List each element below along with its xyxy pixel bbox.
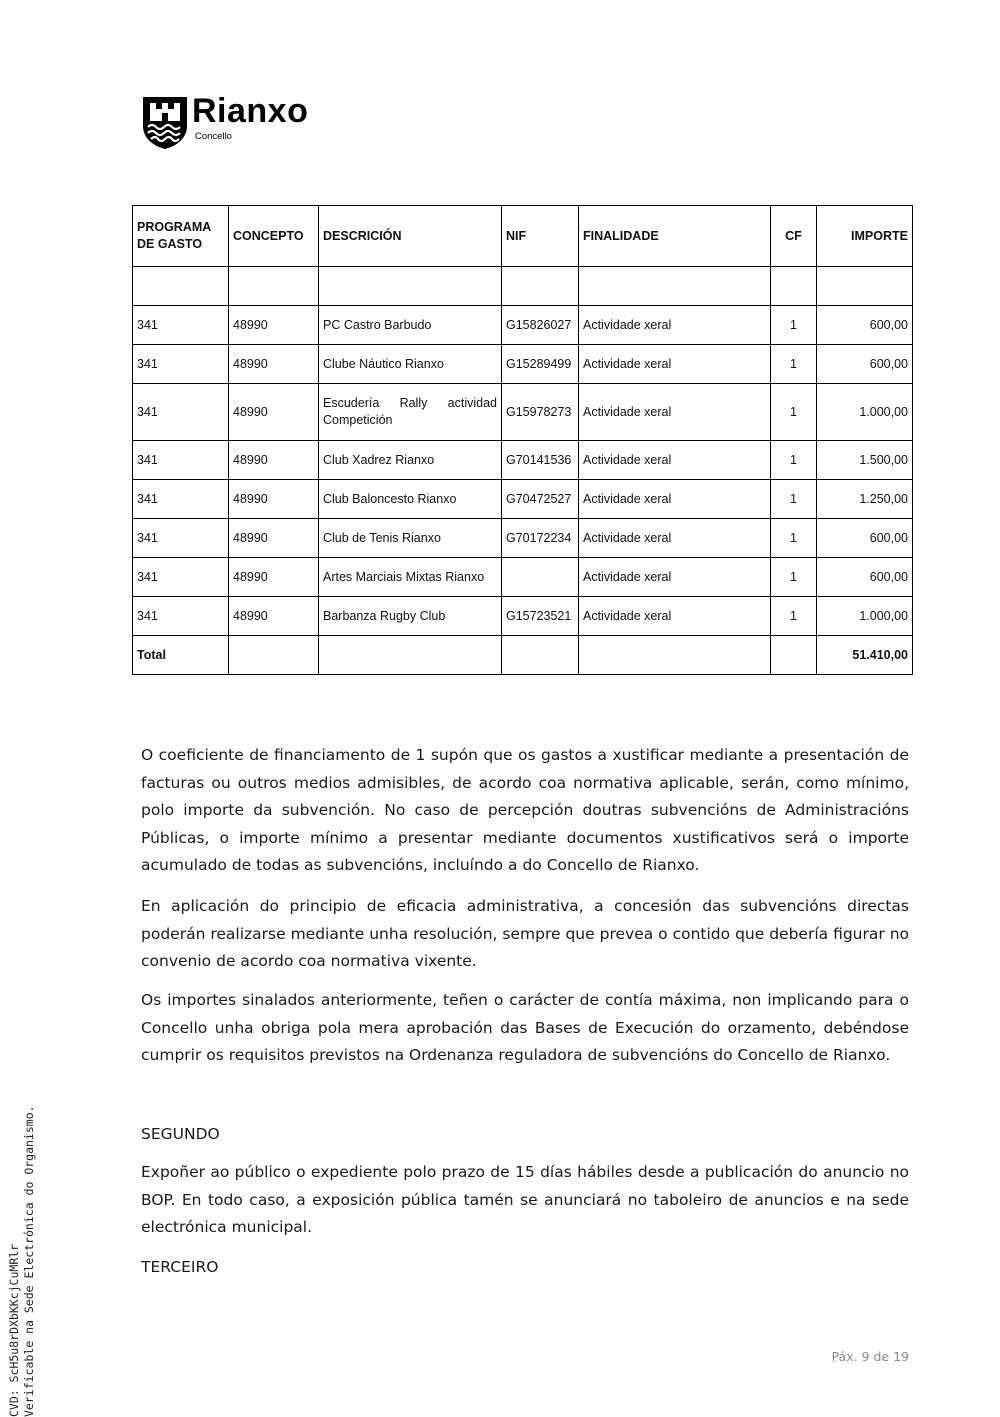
cell-programa: 341 (133, 441, 229, 480)
cell-descricion: Club Baloncesto Rianxo (319, 480, 502, 519)
cell-finalidade: Actividade xeral (579, 558, 771, 597)
cell-finalidade: Actividade xeral (579, 345, 771, 384)
col-header-programa: PROGRAMA DE GASTO (133, 206, 229, 267)
col-header-descricion: DESCRICIÓN (319, 206, 502, 267)
cell-nif (502, 558, 579, 597)
table-row (133, 441, 913, 480)
table-row (133, 306, 913, 345)
table-row (133, 384, 913, 441)
cell-descricion: Clube Náutico Rianxo (319, 345, 502, 384)
brand-name: Rianxo (192, 92, 309, 130)
cell-concepto: 48990 (229, 345, 319, 384)
cell-programa: 341 (133, 306, 229, 345)
table-row (133, 345, 913, 384)
table-row-empty (133, 267, 913, 306)
cell-importe: 600,00 (817, 558, 913, 597)
page-number: Páx. 9 de 19 (831, 1349, 909, 1364)
cell-importe: 600,00 (817, 345, 913, 384)
cell-concepto: 48990 (229, 480, 319, 519)
cell-importe: 600,00 (817, 306, 913, 345)
verification-note: Verificable na Sede Electrónica do Organismo. (22, 1105, 36, 1417)
brand-subtitle: Concello (195, 131, 232, 142)
cell-nif: G70141536 (502, 441, 579, 480)
cell-nif: G15826027 (502, 306, 579, 345)
cell-descricion: PC Castro Barbudo (319, 306, 502, 345)
cell-importe: 1.000,00 (817, 384, 913, 441)
cell-concepto: 48990 (229, 306, 319, 345)
cell-descricion-line1: Escudería Rally actividad (323, 396, 497, 410)
table-row (133, 480, 913, 519)
cell-cf: 1 (771, 480, 817, 519)
cell-descricion: Artes Marciais Mixtas Rianxo (319, 558, 502, 597)
castle-crest-icon (142, 96, 188, 150)
cell-cf: 1 (771, 306, 817, 345)
cell-nif: G15978273 (502, 384, 579, 441)
cell-concepto: 48990 (229, 519, 319, 558)
col-header-nif: NIF (502, 206, 579, 267)
cell-nif: G15723521 (502, 597, 579, 636)
verification-stamp (7, 1037, 37, 1417)
cell-programa: 341 (133, 558, 229, 597)
paragraph-exposicion: Expoñer ao público o expediente polo prazo de 15 días hábiles desde a publicación do anuncio no BOP. En todo caso, a exposición pública tamén se anunciará no taboleiro de anuncios e na sede electrónica municipal. (141, 1163, 909, 1237)
cell-programa: 341 (133, 597, 229, 636)
table-header-row (133, 206, 913, 267)
cell-descricion (319, 384, 502, 441)
cell-cf: 1 (771, 345, 817, 384)
col-header-concepto: CONCEPTO (229, 206, 319, 267)
cell-programa: 341 (133, 480, 229, 519)
subsidies-table (132, 205, 913, 675)
total-label: Total (133, 636, 229, 675)
verification-code: CVD: ScH5u8rDXbKKcjCuMRlr (7, 1243, 21, 1417)
table-total-row (133, 636, 913, 675)
cell-nif: G70472527 (502, 480, 579, 519)
cell-descricion-line2: Competición (323, 413, 393, 427)
table-row (133, 558, 913, 597)
heading-terceiro: TERCEIRO (141, 1258, 219, 1276)
cell-programa: 341 (133, 345, 229, 384)
cell-programa: 341 (133, 384, 229, 441)
cell-descricion: Barbanza Rugby Club (319, 597, 502, 636)
cell-programa: 341 (133, 519, 229, 558)
cell-cf: 1 (771, 558, 817, 597)
cell-cf: 1 (771, 384, 817, 441)
concello-logo (142, 92, 352, 152)
cell-concepto: 48990 (229, 558, 319, 597)
cell-descricion: Club Xadrez Rianxo (319, 441, 502, 480)
table-row (133, 597, 913, 636)
cell-concepto: 48990 (229, 384, 319, 441)
heading-segundo: SEGUNDO (141, 1125, 220, 1143)
cell-finalidade: Actividade xeral (579, 597, 771, 636)
cell-importe: 1.000,00 (817, 597, 913, 636)
cell-nif: G15289499 (502, 345, 579, 384)
cell-finalidade: Actividade xeral (579, 384, 771, 441)
cell-importe: 1.500,00 (817, 441, 913, 480)
cell-cf: 1 (771, 597, 817, 636)
cell-importe: 600,00 (817, 519, 913, 558)
table-row (133, 519, 913, 558)
col-header-finalidade: FINALIDADE (579, 206, 771, 267)
cell-finalidade: Actividade xeral (579, 306, 771, 345)
cell-descricion: Club de Tenis Rianxo (319, 519, 502, 558)
cell-concepto: 48990 (229, 441, 319, 480)
col-header-cf: CF (771, 206, 817, 267)
cell-finalidade: Actividade xeral (579, 480, 771, 519)
cell-importe: 1.250,00 (817, 480, 913, 519)
cell-cf: 1 (771, 441, 817, 480)
cell-finalidade: Actividade xeral (579, 519, 771, 558)
cell-nif: G70172234 (502, 519, 579, 558)
total-value: 51.410,00 (817, 636, 913, 675)
cell-concepto: 48990 (229, 597, 319, 636)
cell-finalidade: Actividade xeral (579, 441, 771, 480)
paragraph-eficacia: En aplicación do principio de eficacia administrativa, a concesión das subvencións directas poderán realizarse mediante unha resolución, sempre que prevea o contido que debería figurar no convenio de acordo coa normativa vixente. (141, 897, 909, 971)
paragraph-coeficiente: O coeficiente de financiamento de 1 supón que os gastos a xustificar mediante a presentación de facturas ou outros medios admisibles, de acordo coa normativa aplicable, serán, como mínimo, polo importe da subvención. No caso de percepción doutras subvencións de Administracións Públicas, o importe mínimo a presentar mediante documentos xustificativos será o importe acumulado de todas as subvencións, incluíndo a do Concello de Rianxo. (141, 746, 909, 875)
paragraph-importes: Os importes sinalados anteriormente, teñen o carácter de contía máxima, non implicando para o Concello unha obriga pola mera aprobación das Bases de Execución do orzamento, debéndose cumprir os requisitos previstos na Ordenanza reguladora de subvencións do Concello de Rianxo. (141, 991, 909, 1065)
col-header-importe: IMPORTE (817, 206, 913, 267)
cell-cf: 1 (771, 519, 817, 558)
